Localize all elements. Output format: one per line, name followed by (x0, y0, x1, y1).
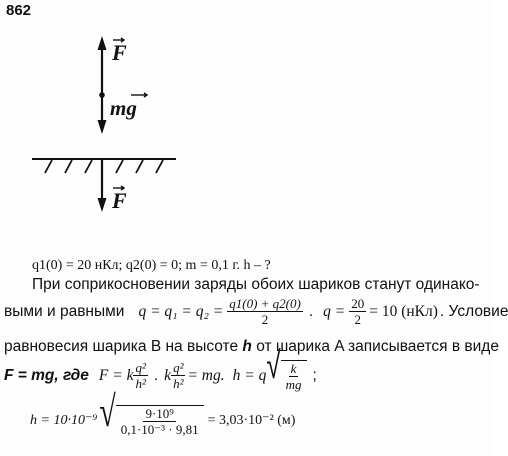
surface-hatching (45, 160, 163, 173)
h-sqrt-den: mg (285, 377, 302, 392)
text-line-3 (4, 338, 499, 356)
q-value-num: 20 (351, 296, 365, 311)
force-down-arrowhead (98, 198, 107, 212)
final-sqrt: √ $\frac{\text{9·10⁹}}{\text{0,1·10⁻³ · 9,81}}$ (99, 405, 203, 436)
final-formula (30, 388, 296, 437)
q-value-result: = 10 (нКл) (369, 302, 438, 320)
balance-fraction (171, 361, 185, 390)
coulomb-fraction (133, 361, 147, 390)
force-down-label: F (112, 188, 127, 213)
problem-number: 862 (6, 2, 32, 19)
q-fraction-den: 2 (261, 312, 269, 327)
charge-ball (99, 92, 105, 98)
force-up-label: F (112, 40, 127, 65)
line2-prefix: выми и равными (4, 302, 125, 320)
q-value-prefix: q = (323, 302, 346, 320)
h-expression: h = q (232, 366, 267, 384)
weight-label: mg (110, 96, 137, 120)
coulomb-num: q² (135, 360, 146, 375)
given-data (32, 258, 271, 274)
h-variable: h (242, 338, 252, 355)
text-line-1: При соприкосновении заряды обоих шариков станут одинако- (32, 276, 480, 293)
line3-text-b: от шарика A записывается в виде (256, 338, 499, 355)
h-sqrt-num: k (290, 361, 297, 376)
q-value-den: 2 (354, 312, 361, 327)
q-fraction (227, 297, 303, 326)
given-text: q1(0) = 20 нКл; q2(0) = 0; m = 0,1 г. h – ? (32, 258, 271, 273)
balance-k: k (164, 366, 172, 384)
final-num: 9·10⁹ (145, 406, 174, 421)
q-fraction-num: q1(0) + q2(0) (229, 296, 301, 311)
h-sqrt: √ $\frac{k}{mg}$ (266, 360, 306, 391)
line2-suffix: . Условие (439, 302, 508, 320)
balance-tail: = mg. (187, 366, 225, 384)
q-equality: q = q₁ = q₂ = (138, 302, 224, 320)
force-up-arrowhead (98, 36, 107, 50)
weight-arrowhead (98, 120, 107, 134)
text-line-4: F = mg, где F = k $\frac{\text{q²}}{\text{h²}}$ . k $\frac{\text{q²}}{\text{h²}}$ = mg. h = q √ $\frac{k}{mg}$ ; (4, 343, 317, 392)
line4-prefix: F = mg, где (4, 366, 89, 384)
coulomb-den: h² (135, 376, 146, 391)
text-line-2: выми и равными q = q₁ = q₂ = $\frac{q1(0) + q2(0)}{2}$ . q = $\frac{20}{2}$ = 10 (нКл) . Условие (4, 296, 508, 327)
final-lhs: h = 10·10⁻⁹ (30, 413, 98, 428)
balance-num: q² (173, 360, 184, 375)
line3-text: равновесия шарика B на высоте (4, 338, 239, 355)
coulomb-law: F = k (98, 366, 134, 384)
q-value-fraction (349, 297, 366, 326)
final-result: = 3,03·10⁻² (м) (207, 413, 296, 428)
final-den: 0,1·10⁻³ · 9,81 (120, 422, 199, 437)
balance-den: h² (173, 376, 184, 391)
